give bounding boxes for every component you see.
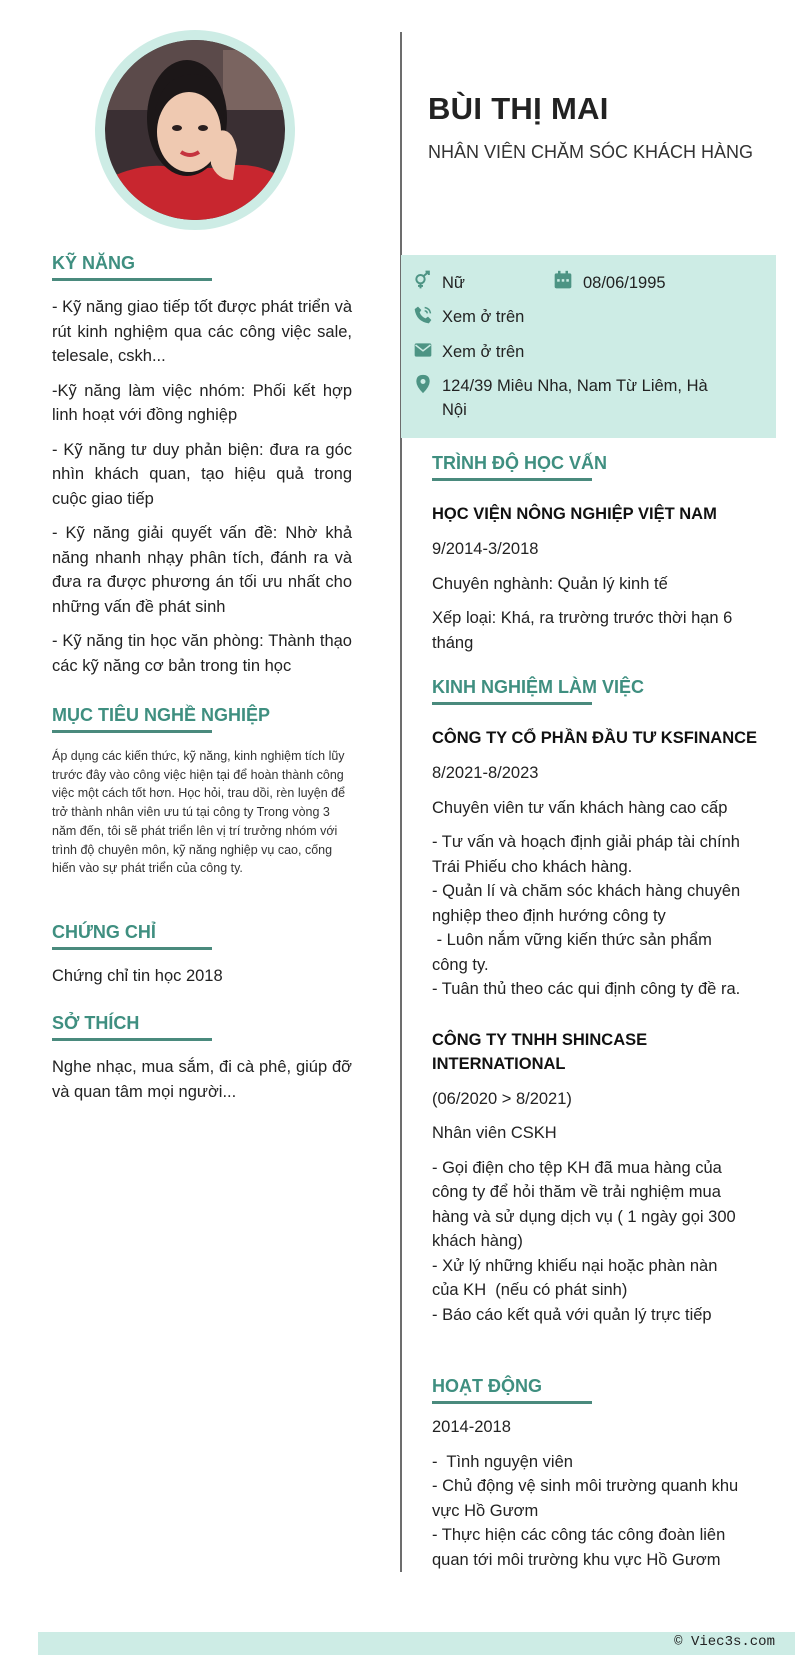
job-duty: của KH (nếu có phát sinh) [432,1281,628,1299]
job-role: Nhân viên CSKH [432,1124,557,1142]
goal-heading: MỤC TIÊU NGHỀ NGHIỆP [52,705,271,725]
skills-section [52,252,352,688]
activities-section [432,1375,762,1572]
certificates-heading: CHỨNG CHỈ [52,922,156,942]
job-period: (06/2020 > 8/2021) [432,1089,572,1108]
job-duty: hàng và sử dụng dịch vụ ( 1 ngày gọi 300 [432,1207,736,1226]
email-value: Xem ở trên [442,343,525,361]
certificates-section [52,921,352,989]
activity-item: quan tới môi trường khu vực Hồ Gươm [432,1550,721,1569]
job-company: INTERNATIONAL [432,1054,566,1073]
activity-item: - Thực hiện các công tác công đoàn liên [432,1526,726,1544]
job-company: CÔNG TY TNHH SHINCASE [432,1030,648,1049]
education-section [432,452,762,655]
experience-section [432,676,762,1327]
job-company: CÔNG TY CỔ PHẦN ĐẦU TƯ KSFINANCE [432,729,758,747]
certificate-item: Chứng chỉ tin học 2018 [52,967,223,985]
education-school: HỌC VIỆN NÔNG NGHIỆP VIỆT NAM [432,505,717,523]
job-duty: - Quản lí và chăm sóc khách hàng chuyên [432,882,741,900]
experience-heading: KINH NGHIỆM LÀM VIỆC [432,677,645,697]
hobbies-section [52,1012,352,1104]
hobbies-heading: SỞ THÍCH [52,1013,140,1033]
gender-value: Nữ [442,274,465,292]
education-period: 9/2014-3/2018 [432,540,539,558]
job-duty: - Tuân thủ theo các qui định công ty đề ra. [432,980,741,998]
activities-heading: HOẠT ĐỘNG [432,1376,542,1396]
skill-item: - Kỹ năng giao tiếp tốt được phát triển và rút kinh nghiệm qua các công việc sale, telesale, cskh... [52,298,352,365]
education-rank: tháng [432,633,474,652]
birthdate-value: 08/06/1995 [583,274,666,292]
gender-icon [413,270,433,290]
job-duty: công ty. [432,955,489,974]
activities-period: 2014-2018 [432,1418,511,1436]
skill-item: - Kỹ năng tin học văn phòng: Thành thạo các kỹ năng cơ bản trong tin học [52,632,352,675]
job-duty: - Gọi điện cho tệp KH đã mua hàng của [432,1158,722,1177]
job-duty: khách hàng) [432,1232,523,1250]
job-title: NHÂN VIÊN CHĂM SÓC KHÁCH HÀNG [428,142,754,162]
job-role: Chuyên viên tư vấn khách hàng cao cấp [432,798,728,817]
footer-bar [38,1632,795,1655]
phone-icon [413,305,433,325]
skills-heading: KỸ NĂNG [52,253,136,273]
location-icon [413,374,433,394]
job-duty: công ty để hỏi thăm về trải nghiệm mua [432,1183,721,1201]
job-duty: - Luôn nắm vững kiến thức sản phẩm [432,931,712,949]
email-icon [413,340,433,360]
activity-item: - Chủ động vệ sinh môi trường quanh khu [432,1477,739,1495]
phone-value: Xem ở trên [442,308,525,326]
footer-watermark[interactable]: © Viec3s.com [674,1634,775,1650]
education-major: Chuyên nghành: Quản lý kinh tế [432,574,668,593]
goal-text: Áp dụng các kiến thức, kỹ năng, kinh nghiệm tích lũy trước đây vào công việc hiện tại để hoàn thành công việc một cách tốt hơn. Học hỏi, trau dồi, rèn luyện để trở thành nhân viên ưu tú tại công ty Trong vòng 3 năm đến, tôi sẽ phát triển lên vị trí trưởng nhóm với trình độ chuyên môn, kỹ năng nghiệp vụ cao, cống hiến vào sự phát triển của công ty. [52,749,346,876]
activity-item: - Tình nguyện viên [432,1452,573,1471]
candidate-name: BÙI THỊ MAI [428,91,609,126]
skill-item: - Kỹ năng tư duy phản biện: đưa ra góc nhìn khách quan, tạo hiệu quả trong cuộc giao tiếp [52,440,352,508]
avatar-frame [95,30,295,230]
calendar-icon [553,270,573,290]
job-duty: nghiệp theo định hướng công ty [432,906,666,925]
skill-item: - Kỹ năng giải quyết vấn đề: Nhờ khả năng nhanh nhạy phân tích, đánh ra và đưa ra được phương án tối ưu nhất cho những vấn đề phát sinh [52,524,352,616]
activity-item: vực Hồ Gươm [432,1501,539,1520]
address-line-2: Nội [442,401,467,419]
education-heading: TRÌNH ĐỘ HỌC VẤN [432,453,607,473]
education-rank: Xếp loại: Khá, ra trường trước thời hạn 6 [432,609,733,627]
hobbies-text: Nghe nhạc, mua sắm, đi cà phê, giúp đỡ và quan tâm mọi người... [52,1058,352,1101]
portrait-photo-icon [105,40,285,220]
job-duty: - Báo cáo kết quả với quản lý trực tiếp [432,1305,712,1324]
job-duty: - Tư vấn và hoạch định giải pháp tài chính [432,833,740,851]
skill-item: -Kỹ năng làm việc nhóm: Phối kết hợp linh hoạt với đồng nghiệp [52,381,352,424]
address-line-1: 124/39 Miêu Nha, Nam Từ Liêm, Hà [442,377,708,395]
goal-section [52,704,352,878]
job-duty: - Xử lý những khiếu nại hoặc phàn nàn [432,1256,718,1275]
job-period: 8/2021-8/2023 [432,764,539,782]
contact-panel [401,255,776,438]
job-duty: Trái Phiếu cho khách hàng. [432,857,633,876]
avatar [105,40,285,220]
